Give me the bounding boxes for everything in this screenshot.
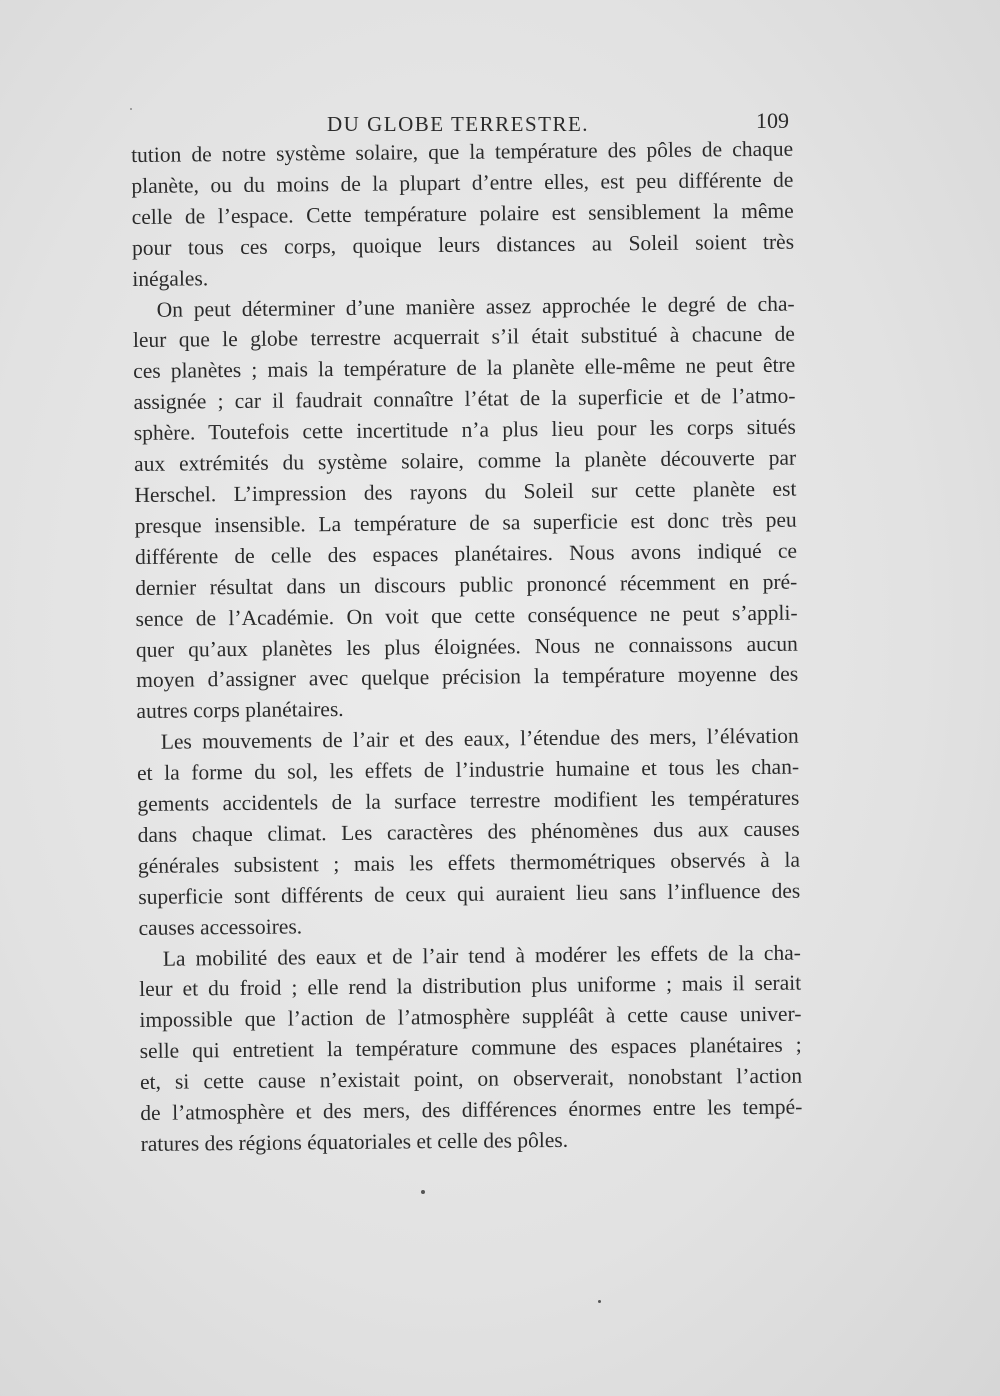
text-line: autres corps planétaires. — [136, 697, 344, 724]
text-line: inégales. — [132, 265, 209, 291]
text-line: gements accidentels de la surface terrestre modifient les températures — [137, 785, 800, 817]
text-line: dernier résultat dans un discours public prononcé récemment en pré- — [135, 569, 798, 600]
text-line: selle qui entretient la température commune des espaces planétaires ; — [139, 1032, 802, 1064]
text-line: sphère. Toutefois cette incertitude n’a plus lieu pour les corps situés — [133, 414, 796, 446]
text-line: de l’atmosphère et des mers, des différences énormes entre les tempé- — [140, 1094, 803, 1126]
text-line: dans chaque climat. Les caractères des phénomènes dus aux causes — [137, 816, 800, 847]
text-line: différente de celle des espaces planétaires. Nous avons indiqué ce — [134, 538, 798, 569]
text-line: et la forme du sol, les effets de l’industrie humaine et tous les chan- — [136, 754, 800, 786]
paragraph — [132, 288, 798, 727]
text-line: leur que le globe terrestre acquerrait s’il était substitué à chacune de — [132, 322, 796, 353]
text-line: assignée ; car il faudrait connaître l’état de la superficie et de l’atmo- — [133, 383, 796, 415]
text-line: moyen d’assigner avec quelque précision la température moyenne des — [136, 662, 799, 693]
text-line: tution de notre système solaire, que la température des pôles de chaque — [131, 136, 794, 167]
print-speck — [598, 1300, 601, 1303]
body-text — [131, 134, 803, 1160]
text-line: quer qu’aux planètes les plus éloignées. Nous ne connaissons aucun — [135, 631, 798, 662]
text-line: On peut déterminer d’une manière assez approchée le degré de cha- — [156, 291, 795, 322]
text-line: leur et du froid ; elle rend la distribution plus uniforme ; mais il serait — [139, 971, 802, 1002]
paragraph — [137, 721, 801, 944]
text-line: ratures des régions équatoriales et celle des pôles. — [140, 1127, 569, 1156]
text-line: Les mouvements de l’air et des eaux, l’étendue des mers, l’élévation — [160, 723, 799, 754]
text-line: causes accessoires. — [138, 914, 303, 940]
text-line: Herschel. L’impression des rayons du Soleil sur cette planète est — [134, 476, 797, 507]
page-number: 109 — [756, 108, 789, 133]
text-line: pour tous ces corps, quoique leurs distances au Soleil soient très — [131, 229, 795, 260]
text-line: générales subsistent ; mais les effets thermométriques observés à la — [137, 847, 801, 878]
text-line: sence de l’Académie. On voit que cette conséquence ne peut s’appli- — [135, 600, 798, 631]
print-speck — [130, 108, 132, 110]
running-title: DU GLOBE TERRESTRE. — [327, 112, 590, 136]
text-line: superficie sont différents de ceux qui auraient lieu sans l’influence des — [138, 878, 801, 909]
text-line: ces planètes ; mais la température de la planète elle-même ne peut être — [133, 352, 796, 384]
print-speck — [421, 1190, 425, 1194]
text-line: celle de l’espace. Cette température polaire est sensiblement la même — [131, 198, 794, 229]
text-line: planète, ou du moins de la plupart d’entre elles, est peu différente de — [131, 167, 794, 198]
text-line: aux extrémités du système solaire, comme la planète découverte par — [133, 445, 797, 477]
text-line: La mobilité des eaux et de l’air tend à modérer les effets de la cha- — [162, 940, 801, 971]
paragraph — [139, 937, 803, 1160]
text-line: presque insensible. La température de sa superficie est donc très peu — [134, 507, 797, 538]
text-line: et, si cette cause n’existait point, on observerait, nonobstant l’action — [139, 1063, 803, 1095]
text-line: impossible que l’action de l’atmosphère suppléât à cette cause univer- — [139, 1001, 802, 1033]
paragraph — [131, 134, 794, 295]
